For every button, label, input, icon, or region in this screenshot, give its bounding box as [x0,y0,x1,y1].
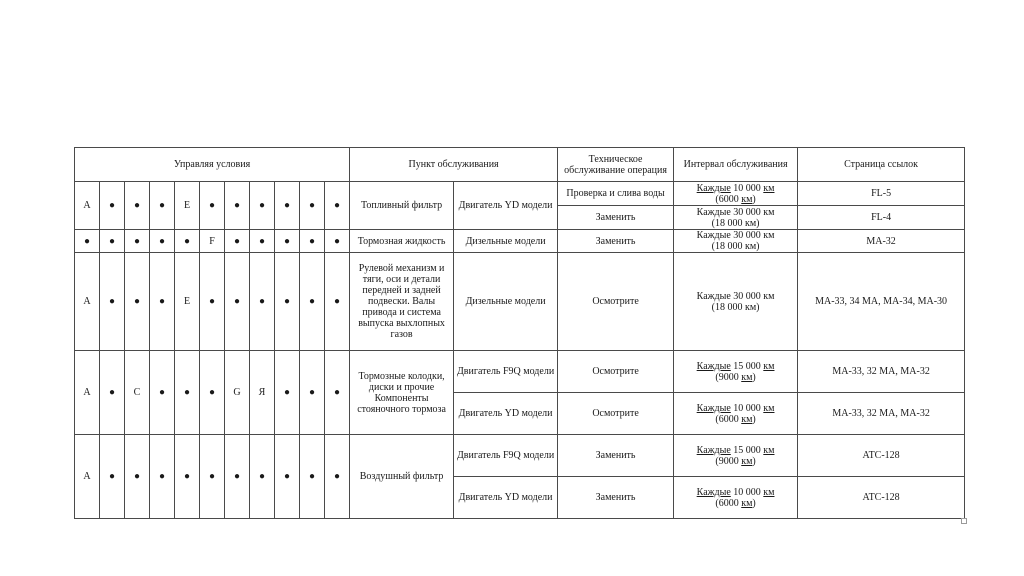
interval-unit: км [763,444,775,456]
header-maintenance-operation: Техническое обслуживание операция [558,148,674,182]
interval-distance: 15 000 [730,444,764,456]
reference-cell: MA-33, 34 MA, MA-34, MA-30 [798,253,965,351]
condition-cell: C [125,351,150,435]
condition-cell: ● [300,435,325,519]
condition-cell: А [75,182,100,230]
interval-prefix: Каждые [696,486,731,498]
header-service-interval: Интервал обслуживания [674,148,798,182]
condition-cell: ● [100,435,125,519]
condition-cell: ● [325,351,350,435]
interval-alt-unit: км [741,413,753,425]
header-service-point: Пункт обслуживания [350,148,558,182]
model-cell: Дизельные модели [454,230,558,253]
reference-cell: ATC-128 [798,435,965,477]
condition-cell: ● [125,253,150,351]
model-cell: Двигатель YD модели [454,182,558,230]
interval-cell [674,351,798,393]
interval-alt-unit: км [744,301,757,313]
condition-cell: ● [250,435,275,519]
condition-cell: E [175,253,200,351]
interval-prefix: Каждые [696,444,731,456]
interval-unit: км [763,486,775,498]
condition-cell: ● [125,182,150,230]
interval-cell [674,182,798,206]
table-row [75,435,965,477]
header-reference-page: Страница ссылок [798,148,965,182]
condition-cell: ● [275,182,300,230]
condition-cell: ● [250,253,275,351]
model-cell: Двигатель F9Q модели [454,351,558,393]
interval-alt-unit: км [741,455,753,467]
condition-cell: ● [150,253,175,351]
condition-cell: ● [225,230,250,253]
condition-cell: G [225,351,250,435]
condition-cell: А [75,435,100,519]
operation-cell: Заменить [558,206,674,230]
header-row [75,148,965,182]
reference-cell: FL-5 [798,182,965,206]
table-row [75,230,965,253]
operation-cell: Осмотрите [558,393,674,435]
table-row [75,253,965,351]
interval-alt: (6000 [715,497,742,509]
interval-unit: км [763,402,775,414]
interval-cell [674,477,798,519]
condition-cell: ● [325,182,350,230]
interval-alt-unit: км [741,193,753,205]
paragraph-mark [961,518,967,524]
interval-cell [674,253,798,351]
condition-cell: ● [125,435,150,519]
condition-cell: ● [325,230,350,253]
condition-cell: ● [225,182,250,230]
condition-cell: ● [300,253,325,351]
interval-alt: (9000 [715,371,742,383]
interval-cell [674,393,798,435]
interval-alt-close: ) [756,241,760,252]
condition-cell: ● [325,435,350,519]
model-cell: Двигатель F9Q модели [454,435,558,477]
condition-cell: ● [225,435,250,519]
service-item: Топливный фильтр [350,182,454,230]
condition-cell: ● [250,230,275,253]
model-cell: Двигатель YD модели [454,393,558,435]
reference-cell: FL-4 [798,206,965,230]
condition-cell: ● [175,351,200,435]
condition-cell: ● [275,253,300,351]
interval-prefix: Каждые [696,206,731,218]
condition-cell: ● [300,230,325,253]
condition-cell: E [175,182,200,230]
condition-cell: ● [300,182,325,230]
reference-cell: ATC-128 [798,477,965,519]
service-item: Тормозная жидкость [350,230,454,253]
interval-alt-unit: км [741,497,753,509]
table-row [75,351,965,393]
model-cell: Двигатель YD модели [454,477,558,519]
interval-alt: (6000 [715,193,742,205]
service-item: Тормозные колодки, диски и прочие Компоненты стояночного тормоза [350,351,454,435]
interval-unit: км [763,206,775,218]
interval-alt-close: ) [752,371,756,383]
condition-cell: А [75,253,100,351]
interval-unit: км [763,290,775,302]
maintenance-table [74,147,965,519]
operation-cell: Заменить [558,435,674,477]
interval-alt: (18 000 [711,241,745,252]
operation-cell: Заменить [558,230,674,253]
reference-cell: MA-33, 32 MA, MA-32 [798,351,965,393]
condition-cell: ● [100,182,125,230]
interval-prefix: Каждые [696,182,731,194]
interval-distance: 15 000 [730,360,764,372]
interval-distance: 10 000 [730,486,764,498]
service-item: Воздушный фильтр [350,435,454,519]
operation-cell: Осмотрите [558,253,674,351]
interval-alt: (9000 [715,455,742,467]
interval-distance: 10 000 [730,402,764,414]
interval-alt-close: ) [752,193,756,205]
model-cell: Дизельные модели [454,253,558,351]
condition-cell: ● [150,435,175,519]
interval-alt-unit: км [741,371,753,383]
interval-prefix: Каждые [696,230,731,241]
condition-cell: ● [175,230,200,253]
service-item: Рулевой механизм и тяги, оси и детали передней и задней подвески. Валы привода и система выпуска выхлопных газов [350,253,454,351]
interval-alt-unit: км [744,241,757,252]
condition-cell: ● [325,253,350,351]
condition-cell: ● [200,435,225,519]
interval-cell [674,230,798,253]
condition-cell: Я [250,351,275,435]
operation-cell: Проверка и слива воды [558,182,674,206]
condition-cell: F [200,230,225,253]
interval-distance: 30 000 [730,206,764,218]
condition-cell: ● [200,253,225,351]
interval-unit: км [763,360,775,372]
interval-unit: км [763,182,775,194]
reference-cell: MA-33, 32 MA, MA-32 [798,393,965,435]
interval-distance: 30 000 [730,290,764,302]
interval-prefix: Каждые [696,290,731,302]
interval-alt: (18 000 [711,301,745,313]
interval-prefix: Каждые [696,360,731,372]
condition-cell: ● [125,230,150,253]
interval-distance: 10 000 [730,182,764,194]
condition-cell: А [75,351,100,435]
reference-cell: MA-32 [798,230,965,253]
condition-cell: ● [175,435,200,519]
header-conditions: Управляя условия [75,148,350,182]
operation-cell: Осмотрите [558,351,674,393]
interval-alt: (6000 [715,413,742,425]
condition-cell: ● [100,230,125,253]
interval-alt-close: ) [756,301,760,313]
table-row [75,182,965,206]
interval-alt-close: ) [752,455,756,467]
interval-alt-close: ) [756,217,760,229]
interval-distance: 30 000 [730,230,764,241]
condition-cell: ● [100,351,125,435]
operation-cell: Заменить [558,477,674,519]
condition-cell: ● [200,182,225,230]
interval-alt: (18 000 [711,217,745,229]
condition-cell: ● [150,182,175,230]
condition-cell: ● [225,253,250,351]
condition-cell: ● [300,351,325,435]
interval-cell [674,435,798,477]
condition-cell: ● [275,230,300,253]
condition-cell: ● [200,351,225,435]
condition-cell: ● [250,182,275,230]
interval-prefix: Каждые [696,402,731,414]
condition-cell: ● [275,435,300,519]
condition-cell: ● [100,253,125,351]
interval-alt-close: ) [752,413,756,425]
interval-cell [674,206,798,230]
condition-cell: ● [275,351,300,435]
interval-alt-unit: км [744,217,757,229]
interval-unit: км [763,230,775,241]
condition-cell: ● [150,351,175,435]
interval-alt-close: ) [752,497,756,509]
condition-cell: ● [150,230,175,253]
condition-cell: ● [75,230,100,253]
